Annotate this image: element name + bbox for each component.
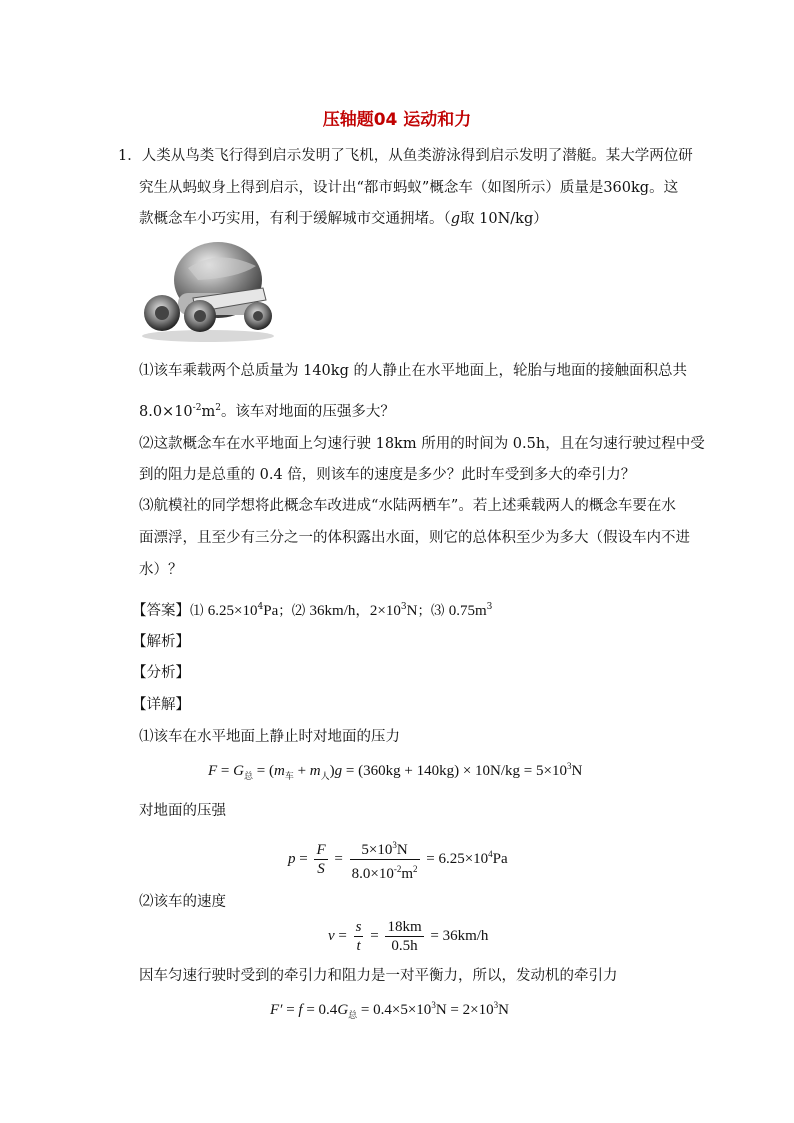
- step4-text: 因车匀速行驶时受到的牵引力和阻力是一对平衡力，所以，发动机的牵引力: [139, 968, 618, 984]
- part3-line-2: 面漂浮，且至少有三分之一的体积露出水面，则它的总体积至少为多大（假设车内不进: [139, 530, 690, 546]
- fraction-distance-time: $\frac{18km}{0.5h}$: [387, 919, 422, 954]
- answer-label: 【答案】: [132, 603, 190, 619]
- fraction-s-over-t: $\frac{s}{t}$: [355, 919, 362, 954]
- question-line-3: 款概念车小巧实用，有利于缓解城市交通拥堵。（g取 10N/kg）: [139, 211, 548, 227]
- equation-traction: $F' = f = 0.4G_总 = 0.4\times 5\times 10^3N = 2\times 10^3N$: [270, 1000, 509, 1020]
- step3-text: ⑵该车的速度: [139, 894, 226, 910]
- part1-line-1: ⑴该车乘载两个总质量为 140kg 的人静止在水平地面上，轮胎与地面的接触面积总共: [139, 363, 687, 379]
- step2-text: 对地面的压强: [139, 803, 226, 819]
- fraction-values: $\frac{5\times 10^3N}{8.0\times 10^{-2}m^2}$: [350, 836, 420, 883]
- detail-label: 【详解】: [132, 697, 190, 713]
- equation-speed: v = $\frac{s}{t}$ = $\frac{18km}{0.5h}$ = 36km/h: [328, 919, 489, 954]
- question-number: 1．: [118, 148, 142, 164]
- part1-line-2: $8.0\times 10^{-2}m^2$。该车对地面的压强多大？: [139, 403, 395, 420]
- equation-pressure: p = $\frac{F}{S}$ = $\frac{5\times 10^3N}{8.0\times 10^{-2}m^2}$ = $6.25\times 10^4Pa$: [288, 836, 508, 883]
- question-line-2: 究生从蚂蚁身上得到启示，设计出“都市蚂蚁”概念车（如图所示）质量是360kg。这: [139, 180, 679, 196]
- part2-line-2: 到的阻力是总重的 0.4 倍，则该车的速度是多少？此时车受到多大的牵引力？: [139, 467, 636, 483]
- part3-line-3: 水）？: [139, 562, 183, 578]
- concept-car-image: [138, 238, 278, 343]
- fenxi-label: 【分析】: [132, 665, 190, 681]
- fraction-f-over-s: $\frac{F}{S}$: [316, 842, 326, 877]
- equation-force: $F = G_总 = (m_车 + m_人)g = (360kg + 140kg) \times 10N/kg = 5\times 10^3N$: [208, 761, 583, 781]
- answer-line: 【答案】⑴ $6.25\times 10^4Pa$；⑵ 36km/h，$2\times 10^3N$；⑶ $0.75m^3$: [132, 602, 493, 619]
- part2-line-1: ⑵这款概念车在水平地面上匀速行驶 18km 所用的时间为 0.5h，且在匀速行驶过程中受: [139, 436, 705, 452]
- step1-text: ⑴该车在水平地面上静止时对地面的压力: [139, 729, 400, 745]
- part3-line-1: ⑶航模社的同学想将此概念车改进成“水陆两栖车”。若上述乘载两人的概念车要在水: [139, 498, 676, 514]
- question-line-1: 1．人类从鸟类飞行得到启示发明了飞机，从鱼类游泳得到启示发明了潜艇。某大学两位研: [118, 148, 693, 164]
- analysis-label: 【解析】: [132, 634, 190, 650]
- page-title: 压轴题04 运动和力: [322, 110, 472, 130]
